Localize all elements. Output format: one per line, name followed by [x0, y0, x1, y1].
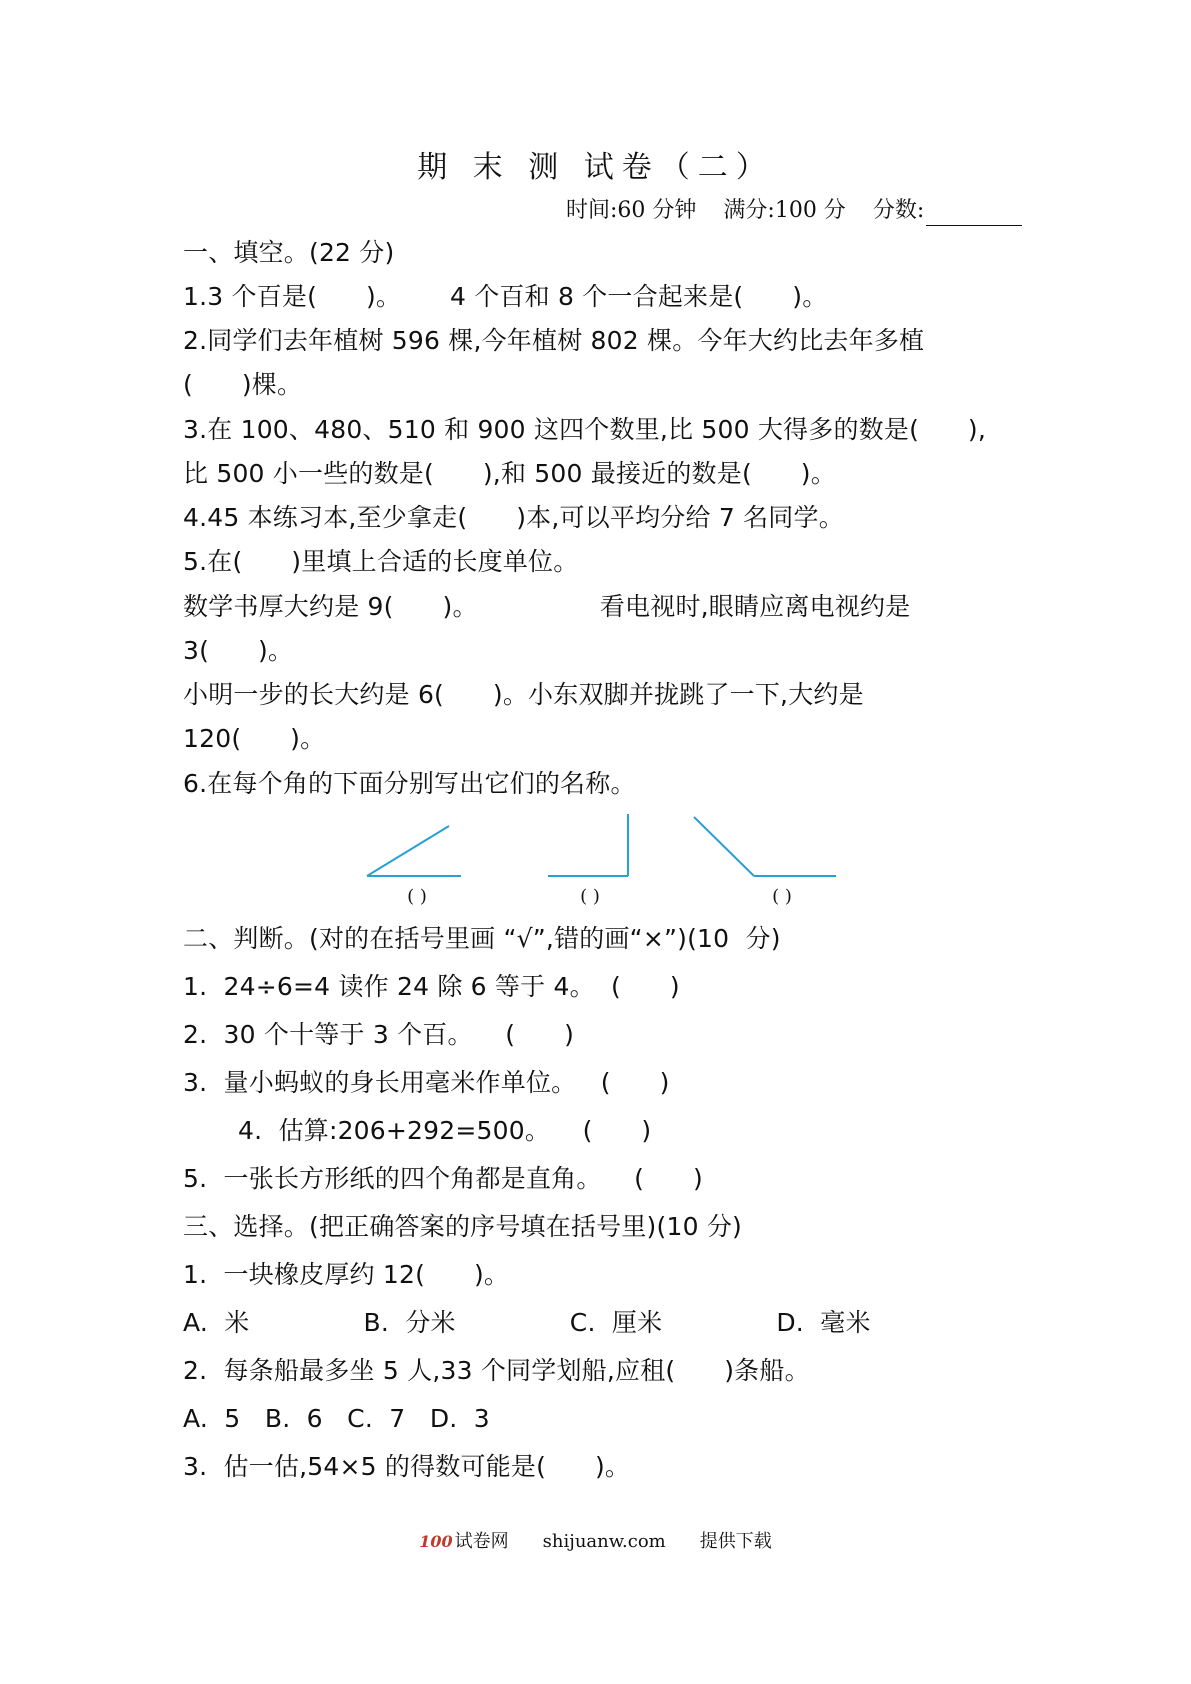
choice-question-2: 2. 每条船最多坐 5 人,33 个同学划船,应租( )条船。: [183, 1356, 810, 1385]
section-judge-heading: 二、判断。(对的在括号里画 “√”,错的画“×”)(10 分): [183, 924, 781, 953]
score-label: 分数:: [872, 198, 925, 223]
full-score: 满分:100 分: [723, 198, 846, 223]
judge-question-5: 5. 一张长方形纸的四个角都是直角。 ( ): [183, 1164, 703, 1193]
section-fill-heading: 一、填空。(22 分): [183, 238, 395, 267]
fill-question-5-b-cont: 120( )。: [183, 724, 326, 753]
fill-question-3: 3.在 100、480、510 和 900 这四个数里,比 500 大得多的数是( ),: [183, 415, 987, 444]
judge-question-1: 1. 24÷6=4 读作 24 除 6 等于 4。 ( ): [183, 972, 680, 1001]
acute-angle-figure: [367, 826, 461, 876]
judge-question-2: 2. 30 个十等于 3 个百。 ( ): [183, 1020, 575, 1049]
score-blank: [926, 203, 1022, 226]
site-tagline: 提供下载: [699, 1531, 772, 1552]
right-angle-figure: [548, 814, 628, 876]
score-field: [873, 196, 1042, 226]
fill-question-5: 5.在( )里填上合适的长度单位。: [183, 547, 579, 576]
fill-question-3-cont: 比 500 小一些的数是( ),和 500 最接近的数是( )。: [183, 459, 836, 488]
fill-question-2-cont: ( )棵。: [183, 370, 303, 399]
fill-question-5-a: 数学书厚大约是 9( )。 看电视时,眼睛应离电视约是: [183, 592, 911, 621]
angle-figures: [0, 810, 1191, 920]
site-logo: 100: [419, 1532, 453, 1551]
judge-question-3: 3. 量小蚂蚁的身长用毫米作单位。 ( ): [183, 1068, 670, 1097]
fill-question-4: 4.45 本练习本,至少拿走( )本,可以平均分给 7 名同学。: [183, 503, 844, 532]
choice-question-1-options: A. 米 B. 分米 C. 厘米 D. 毫米: [183, 1308, 871, 1337]
choice-question-1: 1. 一块橡皮厚约 12( )。: [183, 1260, 510, 1289]
judge-question-4: 4. 估算:206+292=500。 ( ): [238, 1116, 652, 1145]
angle-label-1: ( ): [407, 886, 427, 907]
fill-question-1: 1.3 个百是( )。 4 个百和 8 个一合起来是( )。: [183, 282, 828, 311]
choice-question-3: 3. 估一估,54×5 的得数可能是( )。: [183, 1452, 631, 1481]
page-footer: [0, 1530, 1191, 1554]
exam-title: 期 末 测 试卷（二）: [417, 150, 774, 185]
time-limit: 时间:60 分钟: [566, 198, 697, 223]
fill-question-2: 2.同学们去年植树 596 棵,今年植树 802 棵。今年大约比去年多植: [183, 326, 925, 355]
angle-label-2: ( ): [580, 886, 600, 907]
section-choice-heading: 三、选择。(把正确答案的序号填在括号里)(10 分): [183, 1212, 742, 1241]
site-name: 试卷网: [454, 1531, 509, 1552]
choice-question-2-options: A. 5 B. 6 C. 7 D. 3: [183, 1404, 490, 1433]
site-url[interactable]: shijuanw.com: [542, 1531, 666, 1552]
fill-question-5-b: 小明一步的长大约是 6( )。小东双脚并拢跳了一下,大约是: [183, 680, 864, 709]
obtuse-angle-figure: [694, 817, 836, 876]
angle-label-3: ( ): [772, 886, 792, 907]
fill-question-6: 6.在每个角的下面分别写出它们的名称。: [183, 769, 636, 798]
fill-question-5-a-cont: 3( )。: [183, 636, 294, 665]
exam-meta: [566, 196, 1026, 226]
